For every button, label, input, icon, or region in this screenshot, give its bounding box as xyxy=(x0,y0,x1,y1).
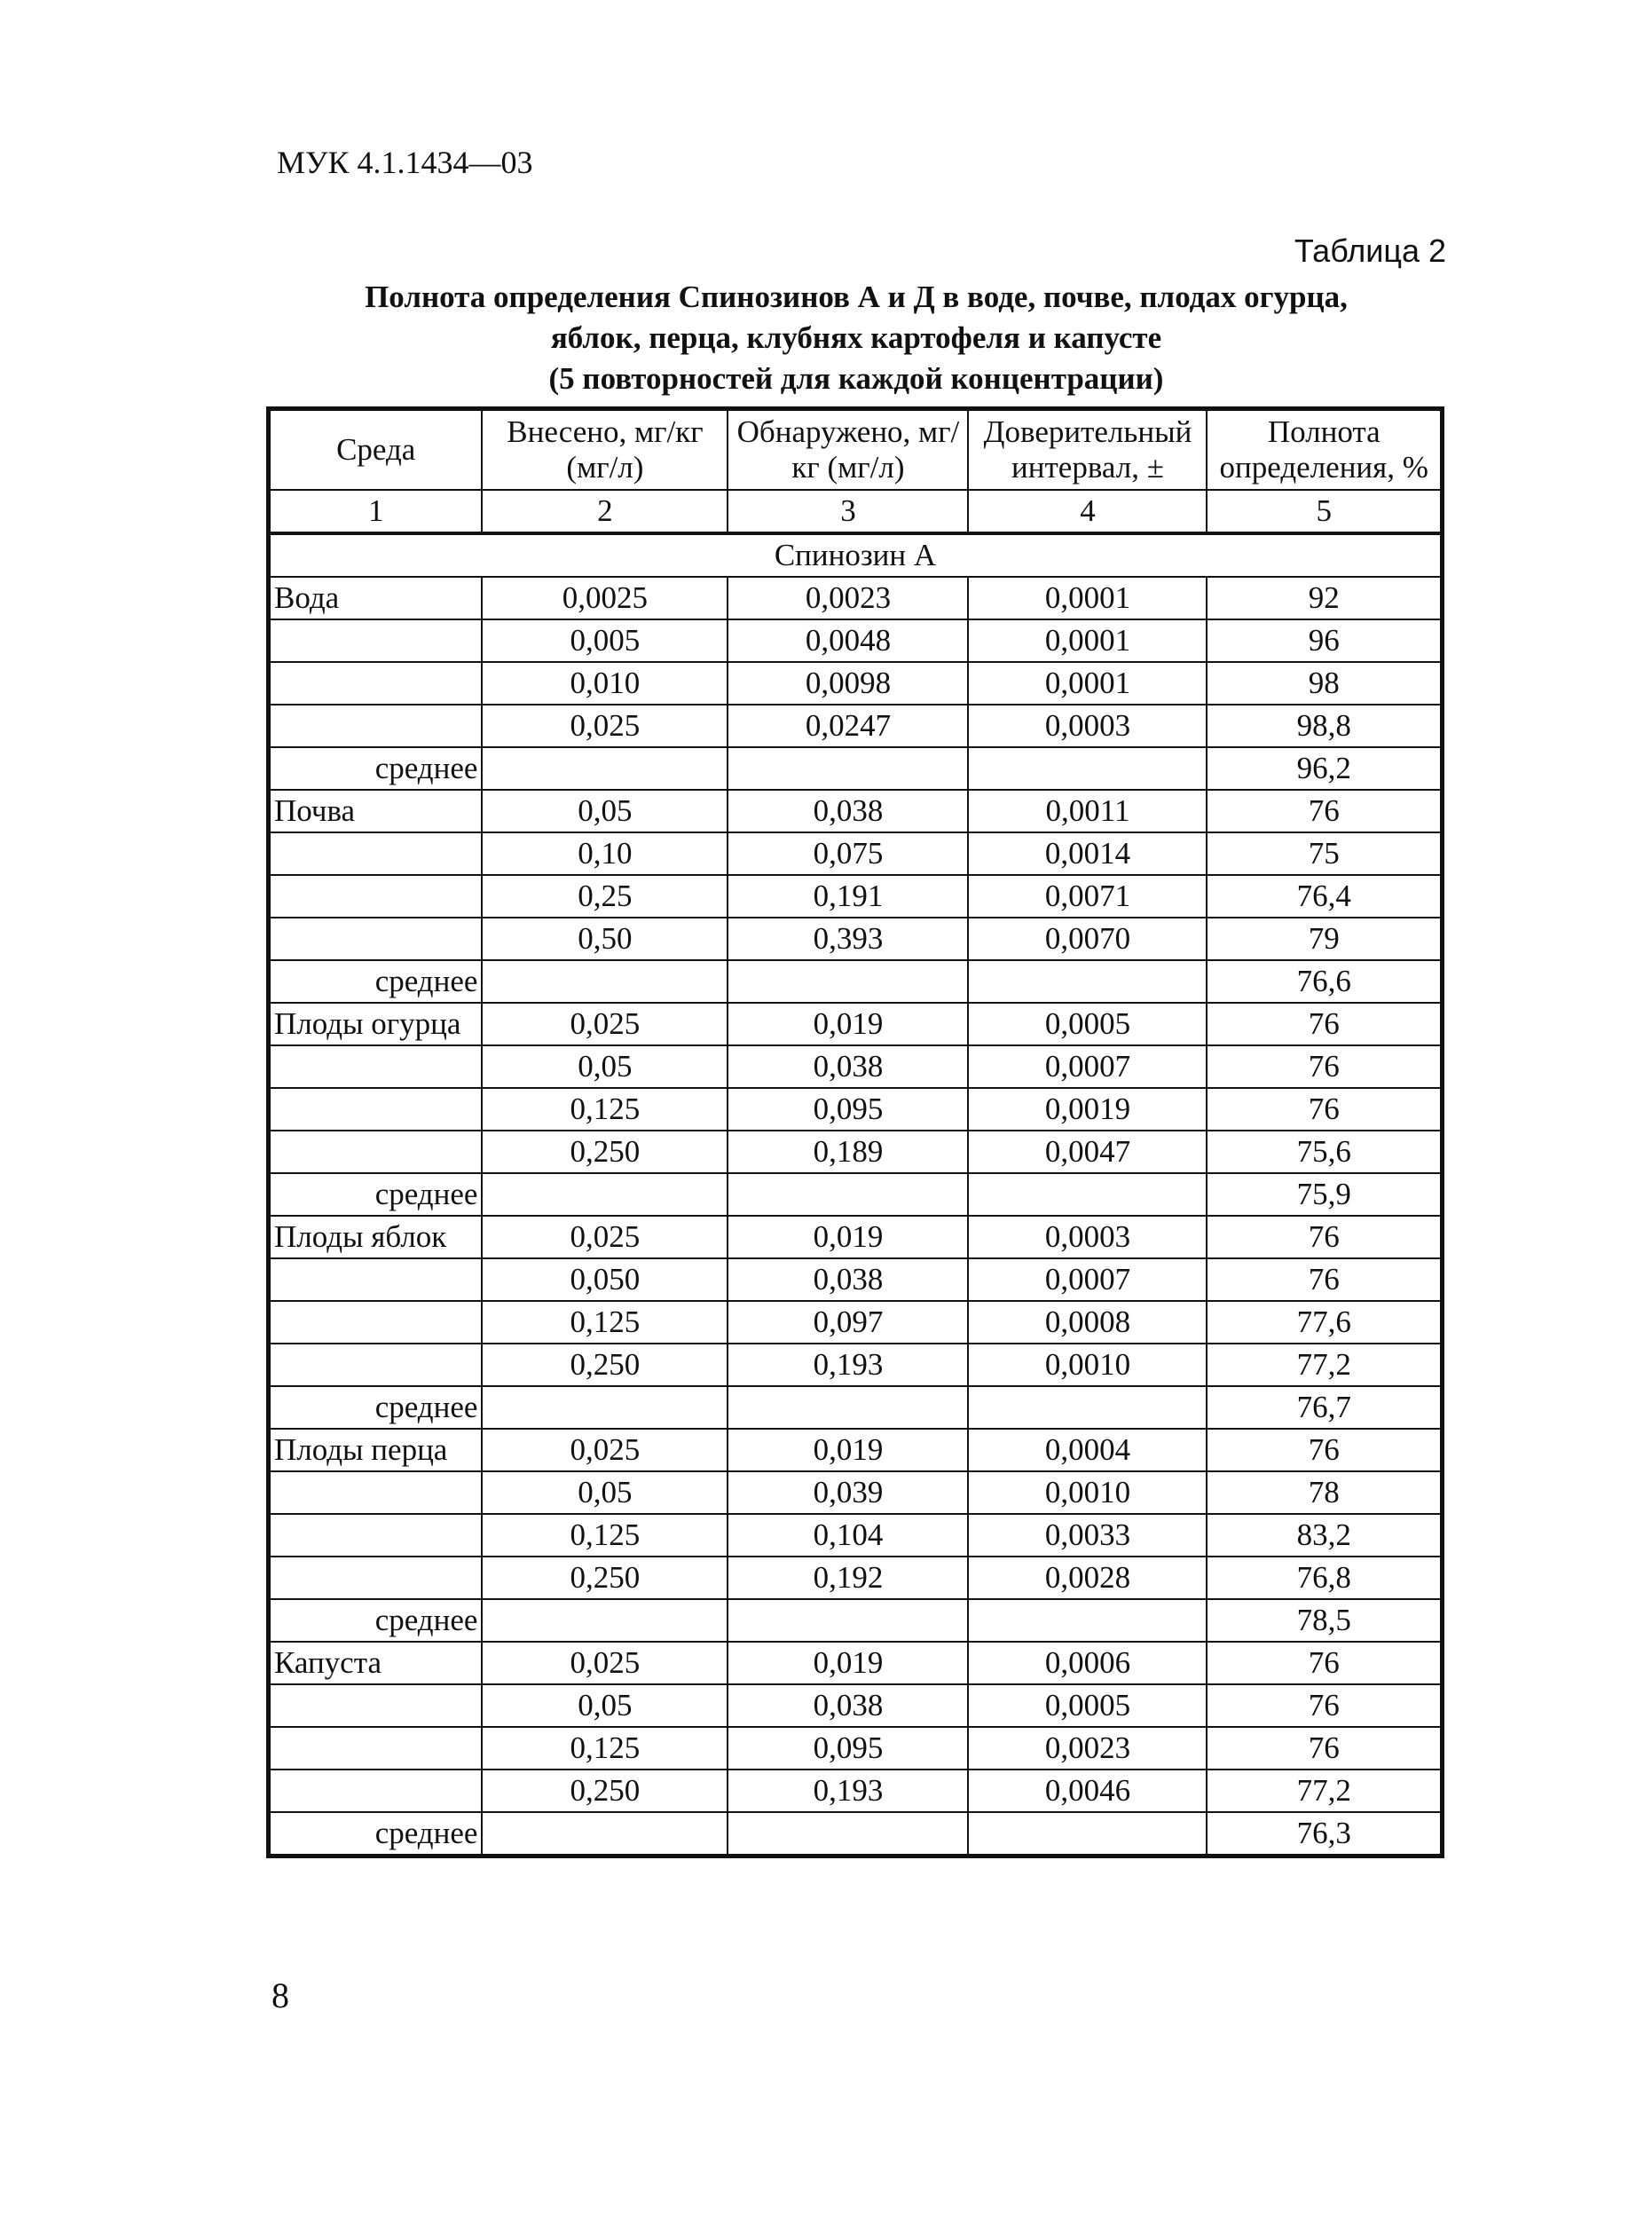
table-cell: 0,075 xyxy=(728,832,968,875)
table-cell: 0,0048 xyxy=(728,619,968,662)
table-row xyxy=(269,1429,1443,1471)
table-cell: 0,25 xyxy=(482,875,728,918)
medium-label: Плоды огурца xyxy=(269,1003,483,1045)
table-cell: 0,0010 xyxy=(968,1471,1207,1514)
table-cell: 75 xyxy=(1207,832,1442,875)
table-cell: 0,0011 xyxy=(968,790,1207,832)
table-cell: 76 xyxy=(1207,1642,1442,1684)
table-cell: 0,125 xyxy=(482,1301,728,1344)
column-number-row xyxy=(269,490,1443,533)
table-cell xyxy=(482,1386,728,1429)
table-cell: 0,125 xyxy=(482,1727,728,1770)
table-cell xyxy=(269,619,483,662)
table-row xyxy=(269,1088,1443,1131)
table-row xyxy=(269,705,1443,747)
table-cell: 0,095 xyxy=(728,1727,968,1770)
table-cell: 0,025 xyxy=(482,1003,728,1045)
table-cell: 0,0010 xyxy=(968,1344,1207,1386)
average-row xyxy=(269,1812,1443,1856)
table-cell xyxy=(728,1173,968,1216)
table-cell: 77,2 xyxy=(1207,1770,1442,1812)
table-cell xyxy=(269,1088,483,1131)
table-cell: 76 xyxy=(1207,1429,1442,1471)
table-row xyxy=(269,875,1443,918)
table-cell: 0,05 xyxy=(482,1045,728,1088)
table-cell xyxy=(269,1131,483,1173)
table-title-line: (5 повторностей для каждой концентрации) xyxy=(548,361,1164,396)
table-row xyxy=(269,790,1443,832)
table-cell: 0,0001 xyxy=(968,662,1207,705)
table-cell: 0,005 xyxy=(482,619,728,662)
average-row xyxy=(269,1599,1443,1642)
average-label: среднее xyxy=(269,747,483,790)
table-cell xyxy=(728,747,968,790)
table-cell: 0,019 xyxy=(728,1642,968,1684)
table-cell: 0,025 xyxy=(482,1429,728,1471)
table-cell: 0,025 xyxy=(482,1216,728,1258)
table-cell: 0,0003 xyxy=(968,705,1207,747)
table-cell: 0,0004 xyxy=(968,1429,1207,1471)
table-cell: 92 xyxy=(1207,577,1442,619)
table-cell: 0,019 xyxy=(728,1429,968,1471)
table-cell: 0,0070 xyxy=(968,918,1207,960)
table-cell xyxy=(482,1599,728,1642)
table-cell xyxy=(269,1514,483,1557)
table-cell: 0,019 xyxy=(728,1216,968,1258)
column-number: 2 xyxy=(482,490,728,533)
table-cell: 0,0007 xyxy=(968,1045,1207,1088)
table-title xyxy=(266,277,1446,399)
table-cell xyxy=(269,1770,483,1812)
table-cell: 0,038 xyxy=(728,1684,968,1727)
average-value: 96,2 xyxy=(1207,747,1442,790)
table-cell: 0,0046 xyxy=(968,1770,1207,1812)
table-cell: 0,125 xyxy=(482,1088,728,1131)
table-cell: 77,2 xyxy=(1207,1344,1442,1386)
table-cell: 0,0033 xyxy=(968,1514,1207,1557)
table-cell: 76,8 xyxy=(1207,1557,1442,1599)
column-number: 1 xyxy=(269,490,483,533)
table-cell: 77,6 xyxy=(1207,1301,1442,1344)
table-row xyxy=(269,1514,1443,1557)
table-row xyxy=(269,1301,1443,1344)
table-cell: 0,0247 xyxy=(728,705,968,747)
table-cell: 0,125 xyxy=(482,1514,728,1557)
table-cell xyxy=(728,960,968,1003)
table-cell: 0,250 xyxy=(482,1344,728,1386)
average-value: 76,6 xyxy=(1207,960,1442,1003)
table-row xyxy=(269,832,1443,875)
page-number: 8 xyxy=(271,1975,289,2015)
table-cell: 0,0007 xyxy=(968,1258,1207,1301)
table-row xyxy=(269,918,1443,960)
table-cell: 0,05 xyxy=(482,790,728,832)
table-cell: 0,0001 xyxy=(968,577,1207,619)
table-row xyxy=(269,1131,1443,1173)
table-cell: 0,50 xyxy=(482,918,728,960)
table-cell xyxy=(269,1301,483,1344)
table-cell xyxy=(269,1258,483,1301)
table-cell: 76,4 xyxy=(1207,875,1442,918)
column-header: Среда xyxy=(269,409,483,491)
table-cell: 98,8 xyxy=(1207,705,1442,747)
table-row xyxy=(269,1045,1443,1088)
table-cell: 0,038 xyxy=(728,1045,968,1088)
table-row xyxy=(269,577,1443,619)
average-value: 76,3 xyxy=(1207,1812,1442,1856)
table-cell xyxy=(728,1599,968,1642)
table-cell xyxy=(269,832,483,875)
table-title-line: яблок, перца, клубнях картофеля и капусте xyxy=(550,320,1162,355)
average-value: 76,7 xyxy=(1207,1386,1442,1429)
table-cell: 0,193 xyxy=(728,1770,968,1812)
table-cell: 76 xyxy=(1207,1088,1442,1131)
table-cell: 0,097 xyxy=(728,1301,968,1344)
average-value: 75,9 xyxy=(1207,1173,1442,1216)
table-cell: 0,0025 xyxy=(482,577,728,619)
medium-label: Капуста xyxy=(269,1642,483,1684)
column-number: 4 xyxy=(968,490,1207,533)
medium-label: Плоды яблок xyxy=(269,1216,483,1258)
table-cell: 0,0006 xyxy=(968,1642,1207,1684)
table-cell: 0,0005 xyxy=(968,1003,1207,1045)
table-title-line: Полнота определения Спинозинов А и Д в воде, почве, плодах огурца, xyxy=(365,280,1348,314)
table-cell: 76 xyxy=(1207,1684,1442,1727)
table-cell: 0,019 xyxy=(728,1003,968,1045)
table-cell: 76 xyxy=(1207,1003,1442,1045)
table-cell: 98 xyxy=(1207,662,1442,705)
table-cell: 76 xyxy=(1207,790,1442,832)
column-header: Обнаружено, мг/кг (мг/л) xyxy=(728,409,968,491)
table-row xyxy=(269,1770,1443,1812)
column-number: 5 xyxy=(1207,490,1442,533)
table-cell: 83,2 xyxy=(1207,1514,1442,1557)
table-cell: 0,192 xyxy=(728,1557,968,1599)
table-cell: 0,025 xyxy=(482,1642,728,1684)
table-cell: 0,250 xyxy=(482,1557,728,1599)
table-row xyxy=(269,1557,1443,1599)
table-cell: 0,0071 xyxy=(968,875,1207,918)
section-row xyxy=(269,533,1443,577)
table-cell xyxy=(269,662,483,705)
table-cell xyxy=(269,705,483,747)
table-cell xyxy=(968,747,1207,790)
table-cell: 76 xyxy=(1207,1727,1442,1770)
table-cell xyxy=(968,1386,1207,1429)
average-label: среднее xyxy=(269,960,483,1003)
average-row xyxy=(269,1386,1443,1429)
table-cell xyxy=(269,918,483,960)
average-row xyxy=(269,960,1443,1003)
table-cell: 0,0023 xyxy=(968,1727,1207,1770)
table-header-row xyxy=(269,409,1443,491)
recovery-table xyxy=(266,406,1444,1858)
table-cell: 78 xyxy=(1207,1471,1442,1514)
table-cell: 0,104 xyxy=(728,1514,968,1557)
table-cell: 0,0098 xyxy=(728,662,968,705)
table-cell: 0,010 xyxy=(482,662,728,705)
table-cell xyxy=(728,1812,968,1856)
table-cell: 0,039 xyxy=(728,1471,968,1514)
column-header: Полнота определения, % xyxy=(1207,409,1442,491)
table-row xyxy=(269,1471,1443,1514)
table-cell xyxy=(968,1599,1207,1642)
table-cell: 0,095 xyxy=(728,1088,968,1131)
table-cell: 0,0014 xyxy=(968,832,1207,875)
table-cell: 75,6 xyxy=(1207,1131,1442,1173)
section-title: Спинозин А xyxy=(269,533,1443,577)
table-cell: 96 xyxy=(1207,619,1442,662)
table-cell: 0,189 xyxy=(728,1131,968,1173)
table-cell: 0,10 xyxy=(482,832,728,875)
medium-label: Плоды перца xyxy=(269,1429,483,1471)
average-label: среднее xyxy=(269,1812,483,1856)
table-cell xyxy=(482,747,728,790)
table-cell xyxy=(968,1173,1207,1216)
table-row xyxy=(269,662,1443,705)
table-cell xyxy=(269,1045,483,1088)
table-row xyxy=(269,1727,1443,1770)
table-cell xyxy=(482,1812,728,1856)
table-cell xyxy=(269,1344,483,1386)
table-cell: 0,05 xyxy=(482,1471,728,1514)
average-row xyxy=(269,1173,1443,1216)
table-cell: 0,0005 xyxy=(968,1684,1207,1727)
average-value: 78,5 xyxy=(1207,1599,1442,1642)
table-cell: 76 xyxy=(1207,1045,1442,1088)
table-cell xyxy=(269,1727,483,1770)
table-row xyxy=(269,1003,1443,1045)
table-row xyxy=(269,1344,1443,1386)
average-label: среднее xyxy=(269,1173,483,1216)
column-header: Внесено, мг/кг (мг/л) xyxy=(482,409,728,491)
table-cell: 0,050 xyxy=(482,1258,728,1301)
table-row xyxy=(269,1642,1443,1684)
average-row xyxy=(269,747,1443,790)
average-label: среднее xyxy=(269,1599,483,1642)
table-row xyxy=(269,619,1443,662)
table-cell: 0,0019 xyxy=(968,1088,1207,1131)
medium-label: Вода xyxy=(269,577,483,619)
table-row xyxy=(269,1684,1443,1727)
table-cell xyxy=(269,875,483,918)
table-cell: 0,0008 xyxy=(968,1301,1207,1344)
table-cell xyxy=(269,1557,483,1599)
table-cell: 0,393 xyxy=(728,918,968,960)
average-label: среднее xyxy=(269,1386,483,1429)
table-cell xyxy=(482,960,728,1003)
table-row xyxy=(269,1258,1443,1301)
table-cell xyxy=(269,1684,483,1727)
table-cell: 0,0028 xyxy=(968,1557,1207,1599)
table-cell: 0,025 xyxy=(482,705,728,747)
table-cell: 79 xyxy=(1207,918,1442,960)
table-cell: 0,038 xyxy=(728,790,968,832)
table-cell: 0,193 xyxy=(728,1344,968,1386)
table-cell: 0,250 xyxy=(482,1770,728,1812)
table-cell: 0,191 xyxy=(728,875,968,918)
medium-label: Почва xyxy=(269,790,483,832)
table-cell: 0,0003 xyxy=(968,1216,1207,1258)
table-cell: 0,0001 xyxy=(968,619,1207,662)
table-cell: 0,0023 xyxy=(728,577,968,619)
document-code: МУК 4.1.1434—03 xyxy=(277,145,533,180)
column-number: 3 xyxy=(728,490,968,533)
table-cell: 0,250 xyxy=(482,1131,728,1173)
table-cell xyxy=(968,960,1207,1003)
column-header: Доверительный интервал, ± xyxy=(968,409,1207,491)
table-cell xyxy=(482,1173,728,1216)
table-cell: 76 xyxy=(1207,1216,1442,1258)
table-cell xyxy=(728,1386,968,1429)
table-number: Таблица 2 xyxy=(1294,233,1446,269)
table-cell xyxy=(269,1471,483,1514)
table-row xyxy=(269,1216,1443,1258)
table-cell: 0,0047 xyxy=(968,1131,1207,1173)
table-cell xyxy=(968,1812,1207,1856)
table-cell: 76 xyxy=(1207,1258,1442,1301)
table-cell: 0,038 xyxy=(728,1258,968,1301)
table-cell: 0,05 xyxy=(482,1684,728,1727)
